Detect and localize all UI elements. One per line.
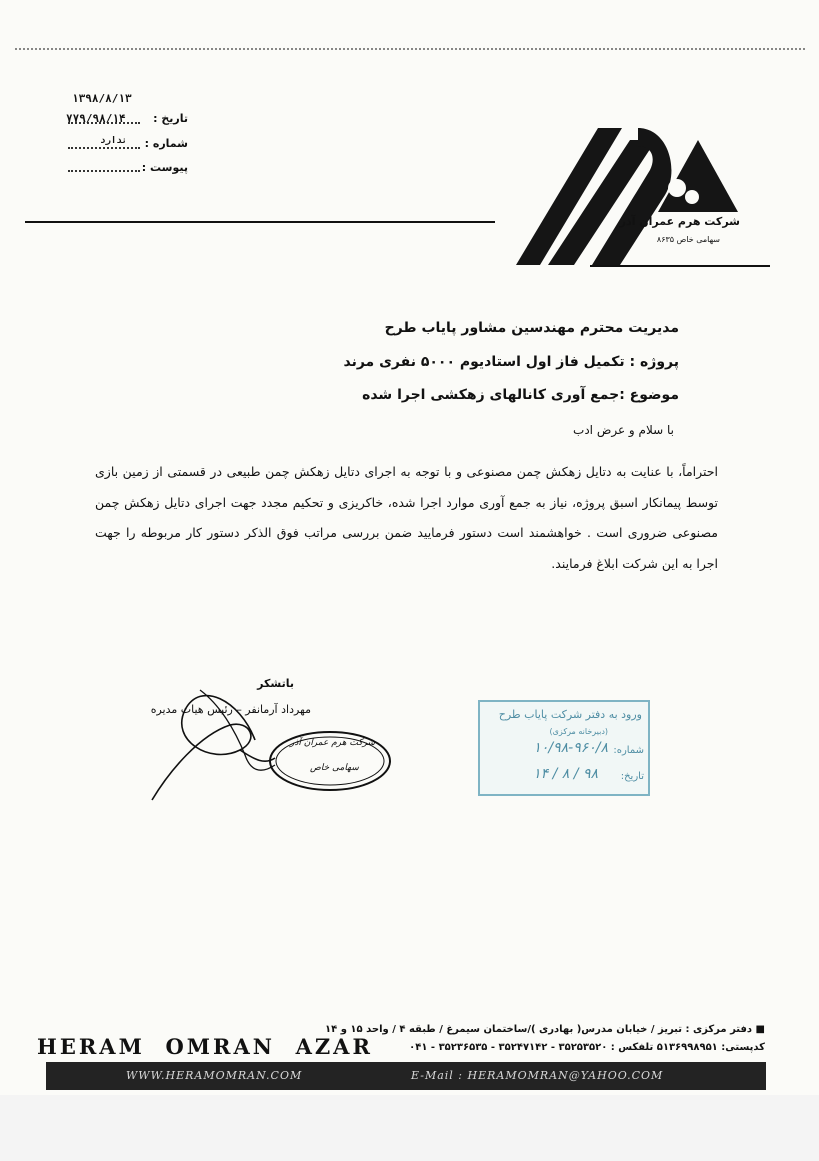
- date-value: ۱۳۹۸/۸/۱۳: [72, 92, 132, 105]
- footer-contact-bar: [46, 1062, 766, 1090]
- stamp-title: ورود به دفتر شرکت پایاب طرح: [498, 708, 642, 721]
- number-value: ۷۷۹/۹۸/۱۴: [66, 112, 126, 125]
- date-label: تاریخ :: [153, 112, 188, 125]
- receipt-stamp: [478, 700, 650, 796]
- header-rule-left: [25, 221, 495, 223]
- attachment-dotted-line: [68, 170, 140, 172]
- company-name: شرکت هرم عمران آذر: [619, 215, 740, 228]
- company-logo: [480, 100, 780, 270]
- footer-brand: HERAM OMRAN AZAR: [37, 1034, 373, 1059]
- top-dotted-rule: [15, 48, 805, 56]
- company-registration: سهامی خاص ۸۶۳۵: [656, 235, 720, 244]
- signature-name: مهرداد آرمانفر – رئیس هیات مدیره: [150, 703, 311, 716]
- stamp-number-label: شماره:: [613, 745, 644, 756]
- letter-recipient: مدیریت محترم مهندسین مشاور پایاب طرح: [384, 320, 679, 336]
- stamp-number-value: ۱۰/۹۸-۹۶۰/۸: [533, 740, 608, 756]
- bottom-band: [0, 1095, 819, 1161]
- header-rule-right: [590, 265, 770, 267]
- number-label: شماره :: [144, 137, 188, 150]
- seal-text-line1: شرکت هرم عمران آذر: [290, 738, 375, 748]
- attachment-value: ندارد: [100, 136, 128, 146]
- letter-salutation: با سلام و عرض ادب: [573, 423, 674, 437]
- letter-project: پروژه : تکمیل فاز اول استادیوم ۵۰۰۰ نفری مرند: [343, 354, 679, 370]
- signature-thanks: باتشکر: [257, 677, 294, 690]
- letter-subject: موضوع :جمع آوری کانالهای زهکشی اجرا شده: [362, 387, 679, 403]
- letter-body: احتراماً، با عنایت به دتایل زهکش چمن مصنوعی و با توجه به اجرای دتایل زهکش چمن طبیعی در قسمتی از زمین بازی توسط پیمانکار اسبق پروژه، نیاز به جمع آوری موارد اجرا شده، خاکریزی و تحکیم مجدد جهت اجرای دتایل زهکش چمن مصنوعی ضروری است . خواهشمند است دستور فرمایید ضمن بررسی مراتب فوق الذکر دستور کار مربوطه را جهت اجرا به این شرکت ابلاغ فرمایند.: [95, 464, 718, 571]
- footer-address-line2: کدپستی: ۵۱۳۶۹۹۸۹۵۱ تلفکس : ۳۵۲۵۳۵۲۰ - ۳۵۲۴۷۱۴۲ - ۳۵۲۳۶۵۳۵ - ۰۴۱: [409, 1042, 765, 1053]
- seal-text-line2: سهامی خاص: [310, 763, 359, 773]
- stamp-date-label: تاریخ:: [620, 771, 644, 782]
- number-dotted-line: [68, 147, 140, 149]
- stamp-subtitle: (دبیرخانه مرکزی): [549, 727, 608, 736]
- footer-email-link[interactable]: E-Mail : HERAMOMRAN@YAHOO.COM: [411, 1069, 664, 1082]
- footer-website-link[interactable]: WWW.HERAMOMRAN.COM: [126, 1069, 303, 1082]
- stamp-date-value: ۹۸ / ۸ / ۱۴: [533, 766, 598, 782]
- attachment-label: پیوست :: [141, 161, 188, 174]
- footer-address-line1: ■ دفتر مرکزی : تبریز / خیابان مدرس( بهادری )/ساختمان سیمرغ / طبقه ۴ / واحد ۱۵ و ۱۴: [325, 1024, 765, 1035]
